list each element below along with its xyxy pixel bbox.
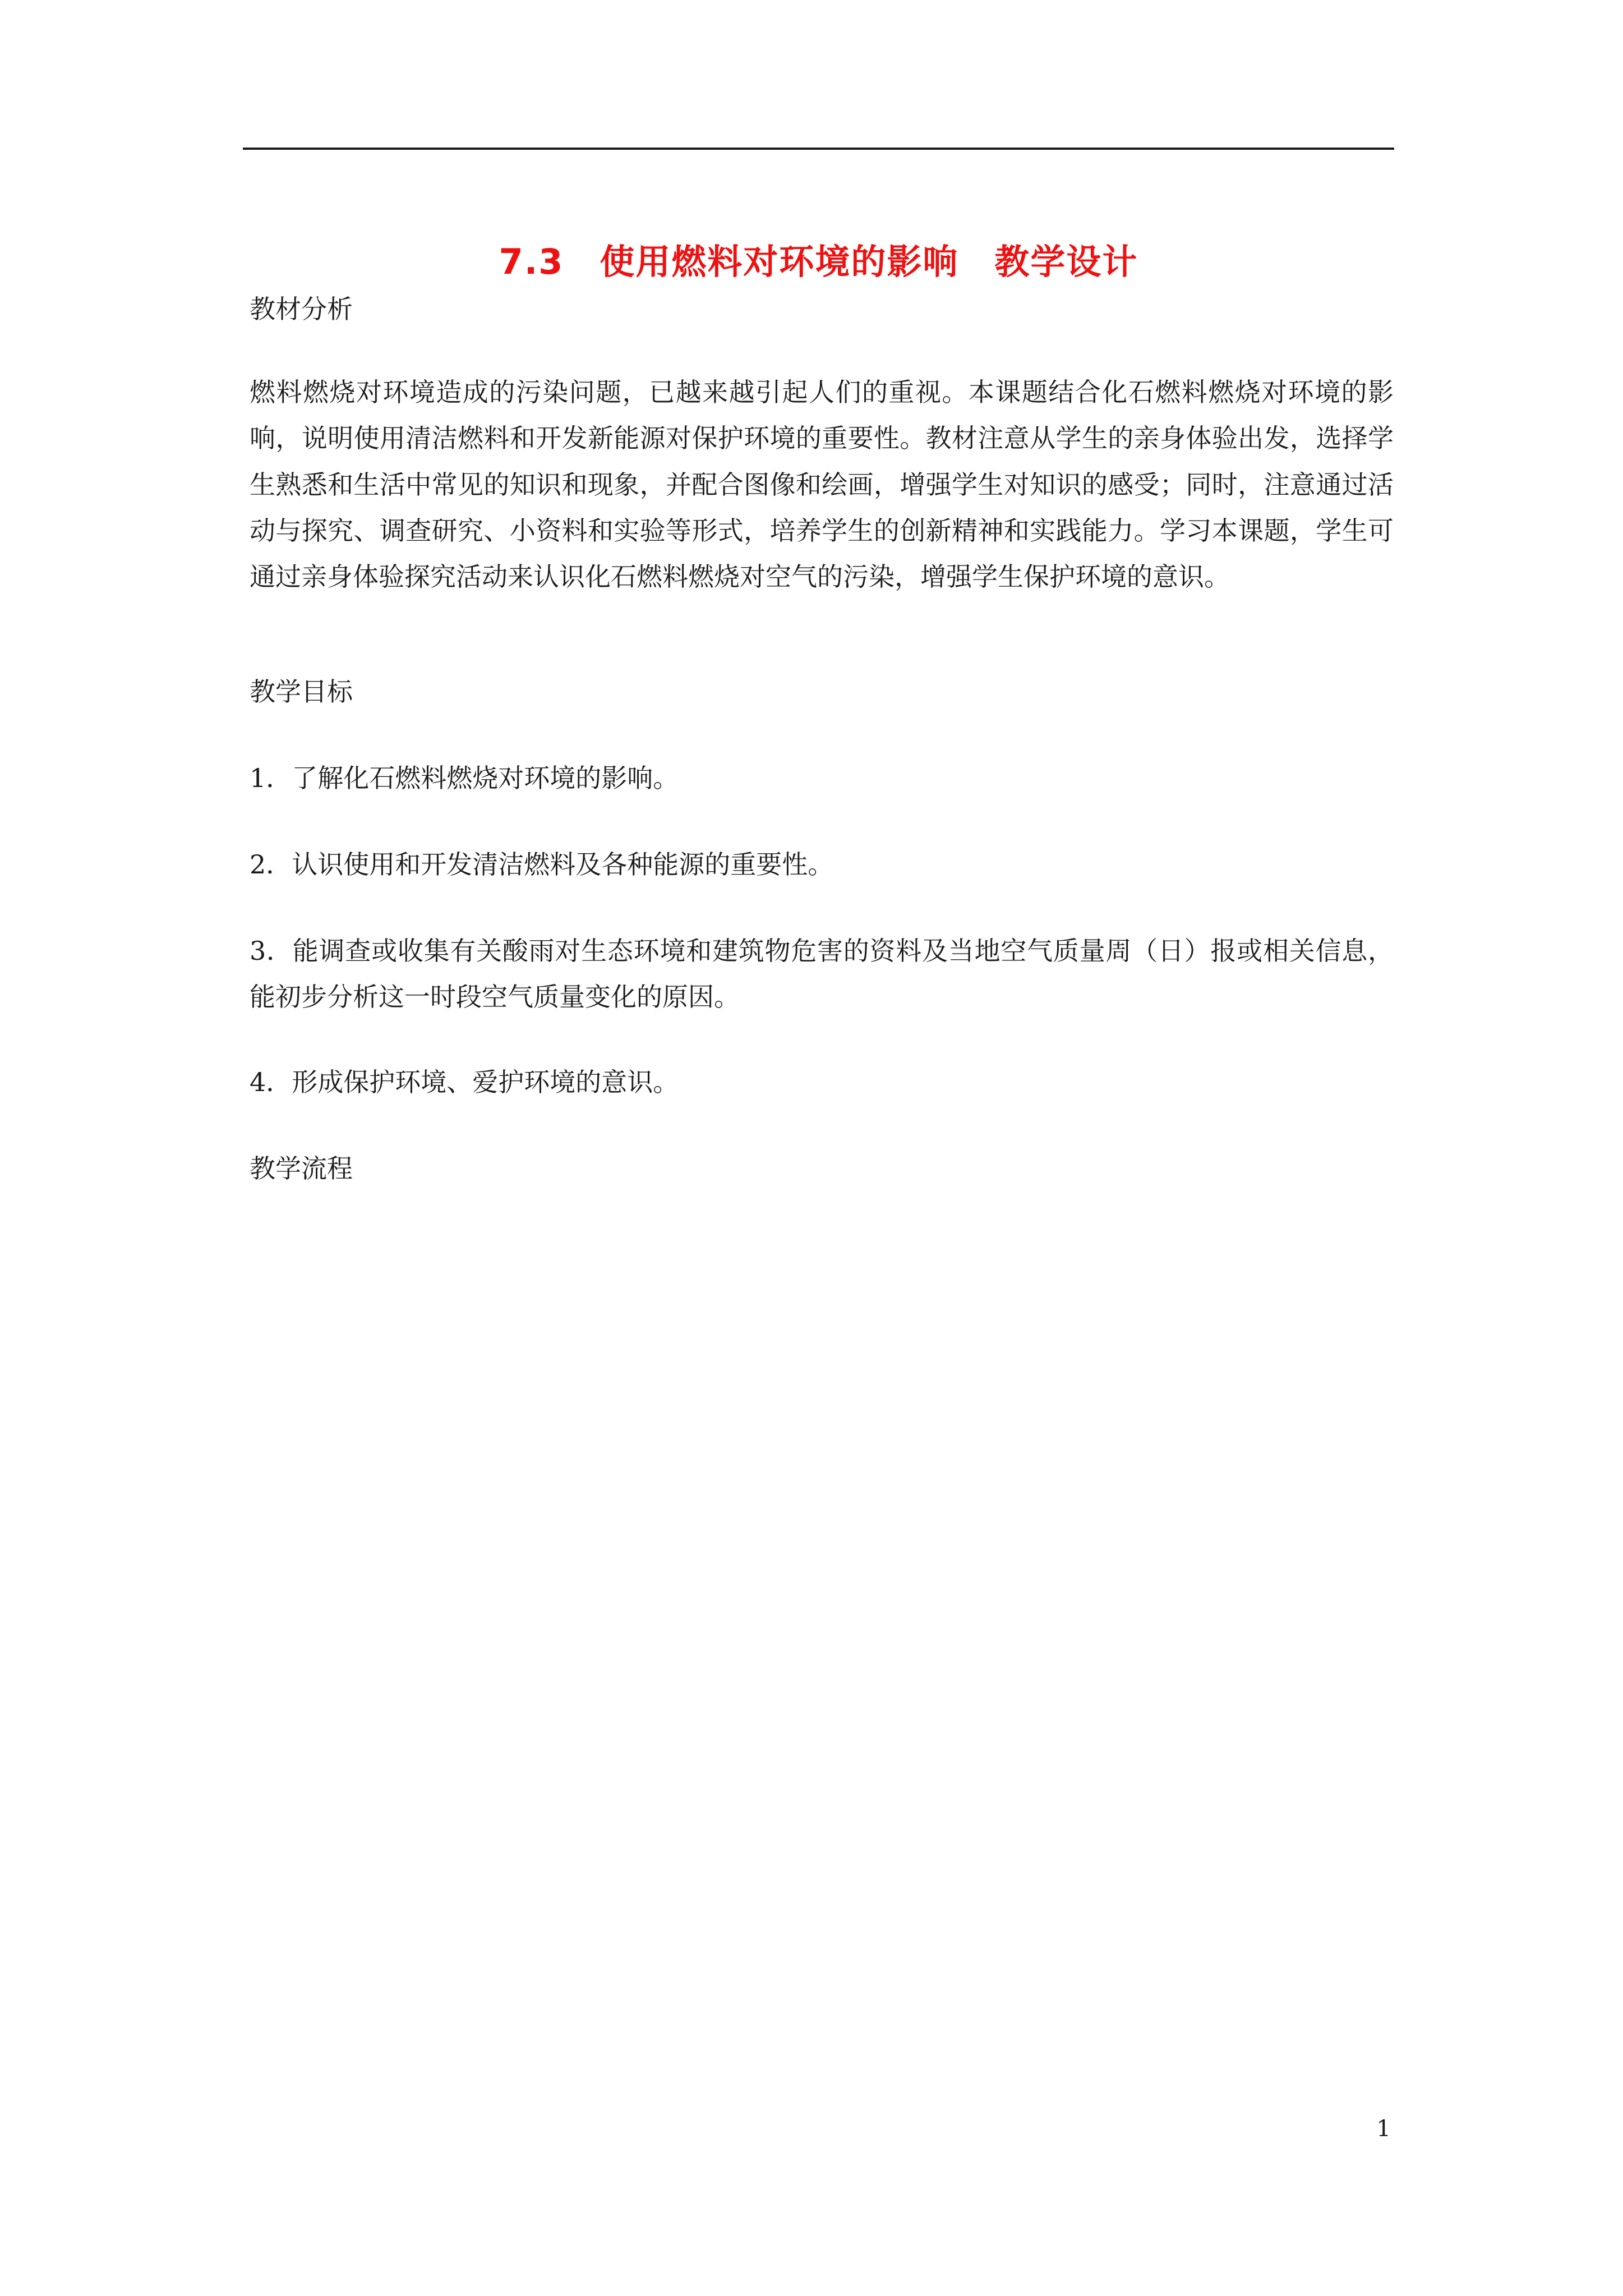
page-number: 1 [1376, 2116, 1391, 2142]
goal-item-3: 3．能调查或收集有关酸雨对生态环境和建筑物危害的资料及当地空气质量周（日）报或相关信息，能初步分析这一时段空气质量变化的原因。 [250, 936, 1394, 1013]
section-heading-goals: 教学目标 [250, 677, 353, 707]
goal-item-4: 4．形成保护环境、爱护环境的意识。 [250, 1067, 679, 1097]
goal-item-1: 1．了解化石燃料燃烧对环境的影响。 [250, 763, 679, 793]
section-heading-analysis: 教材分析 [250, 294, 353, 324]
goal-item-2: 2．认识使用和开发清洁燃料及各种能源的重要性。 [250, 849, 834, 880]
section-heading-process: 教学流程 [250, 1153, 353, 1184]
analysis-paragraph: 燃料燃烧对环境造成的污染问题，已越来越引起人们的重视。本课题结合化石燃料燃烧对环境的影响，说明使用清洁燃料和开发新能源对保护环境的重要性。教材注意从学生的亲身体验出发，选择学生熟悉和生活中常见的知识和现象，并配合图像和绘画，增强学生对知识的感受；同时，注意通过活动与探究、调查研究、小资料和实验等形式，培养学生的创新精神和实践能力。学习本课题，学生可通过亲身体验探究活动来认识化石燃料燃烧对空气的污染，增强学生保护环境的意识。 [250, 377, 1394, 592]
document-title: 7.3 使用燃料对环境的影响 教学设计 [499, 241, 1138, 282]
header-rule [243, 148, 1394, 150]
